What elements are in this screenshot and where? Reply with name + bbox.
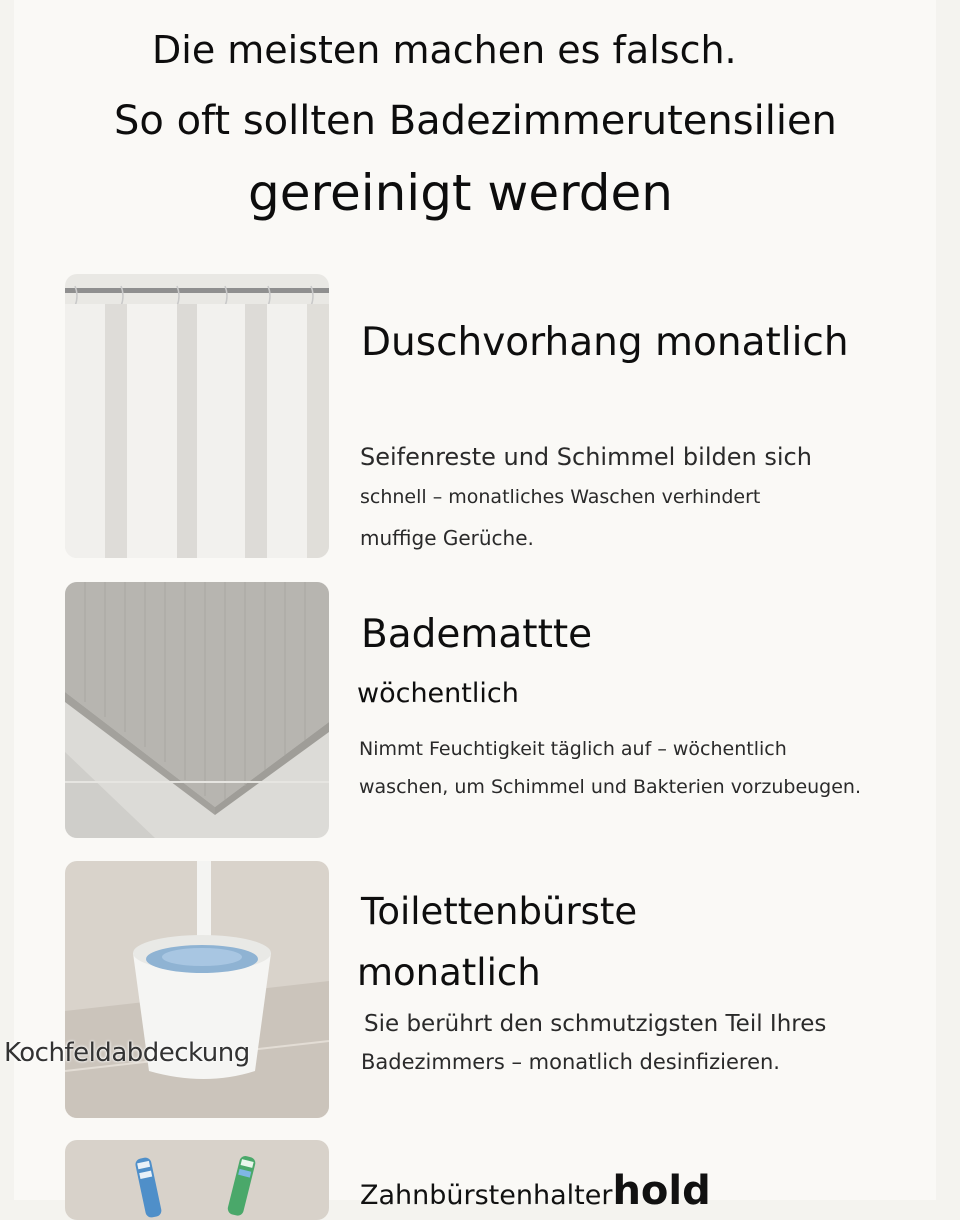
heading-line-2: So oft sollten Badezimmerutensilien: [114, 98, 837, 144]
item-title-part: hold: [612, 1168, 711, 1214]
item-title-toothbrush-holder: [360, 1168, 711, 1214]
item-desc-line: schnell – monatliches Waschen verhindert: [360, 486, 761, 508]
toilet-brush-image: [65, 861, 329, 1118]
item-title-toilet-brush: Toilettenbürste: [361, 890, 638, 933]
shower-curtain-image: [65, 274, 329, 558]
item-desc-line: Sie berührt den schmutzigsten Teil Ihres: [364, 1011, 827, 1037]
heading-line-1: Die meisten machen es falsch.: [152, 28, 737, 72]
item-desc-line: Badezimmers – monatlich desinfizieren.: [361, 1050, 780, 1074]
heading-line-3: gereinigt werden: [248, 164, 673, 222]
toothbrush-holder-image: [65, 1140, 329, 1220]
bath-mat-image: [65, 582, 329, 838]
item-frequency-bath-mat: wöchentlich: [357, 678, 519, 709]
overlay-caption: Kochfeldabdeckung: [4, 1038, 250, 1068]
item-desc-line: waschen, um Schimmel und Bakterien vorzubeugen.: [359, 776, 862, 798]
item-title-part: Zahnbürstenhalter: [360, 1180, 613, 1211]
item-title-shower-curtain: Duschvorhang monatlich: [361, 320, 849, 365]
item-desc-line: Nimmt Feuchtigkeit täglich auf – wöchentlich: [359, 738, 787, 760]
item-title-bath-mat: Bademattte: [361, 612, 593, 657]
item-desc-line: Seifenreste und Schimmel bilden sich: [360, 443, 812, 471]
item-desc-line: muffige Gerüche.: [360, 526, 534, 550]
item-frequency-toilet-brush: monatlich: [357, 951, 541, 994]
